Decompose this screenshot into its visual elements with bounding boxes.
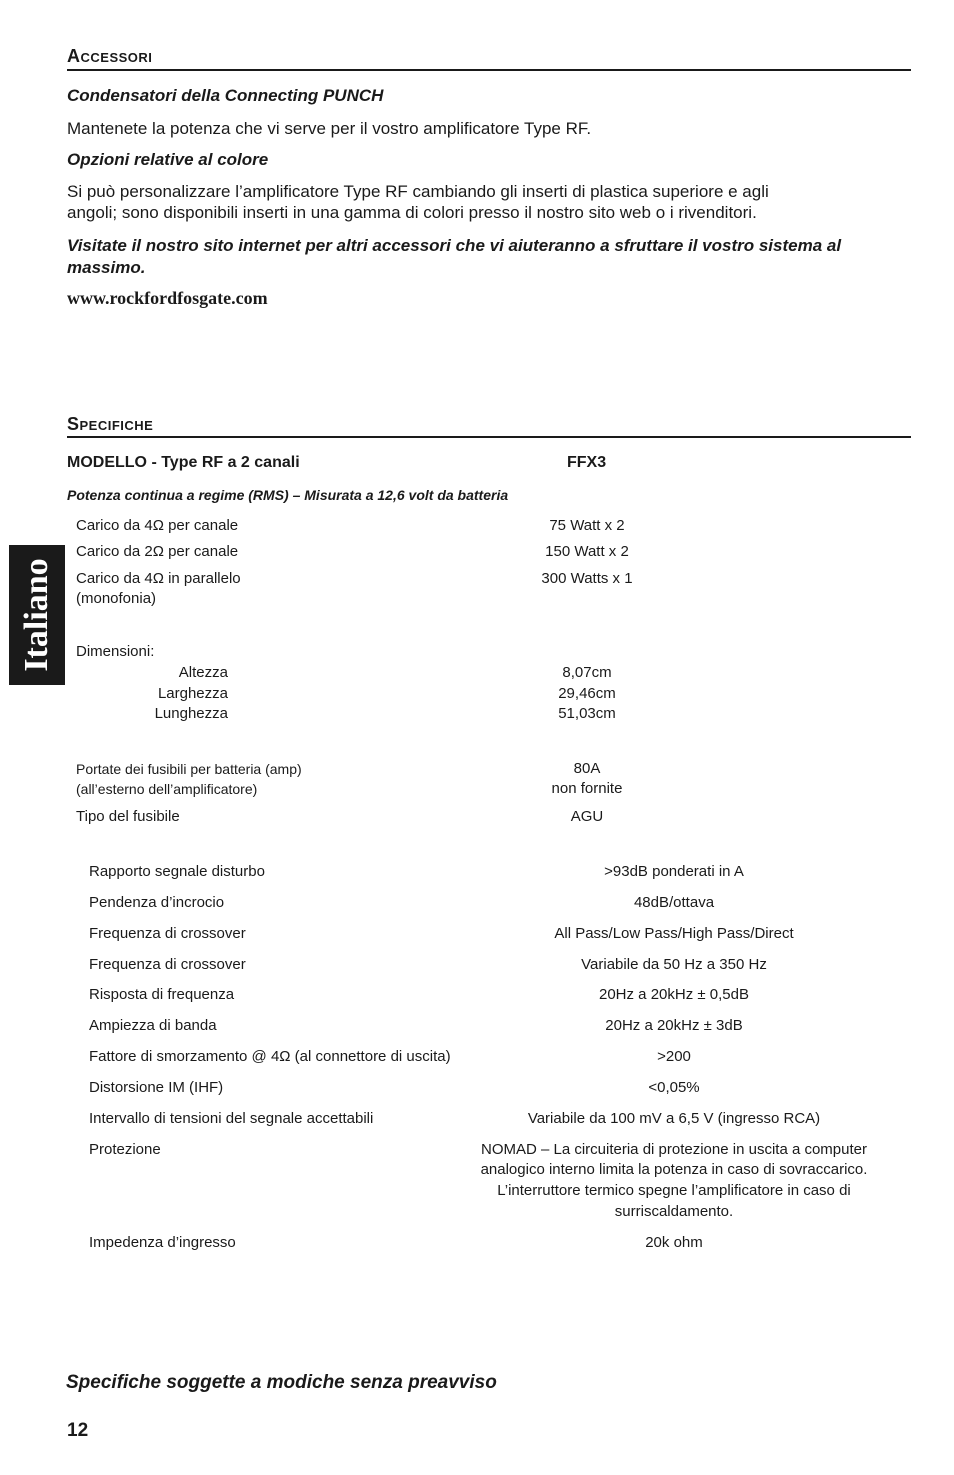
model-value: FFX3 bbox=[567, 454, 607, 471]
spec-value: <0,05% bbox=[648, 1079, 700, 1096]
color-text-line: Si può personalizzare l’amplificatore Type RF cambiando gli inserti di plastica superiore e agli bbox=[67, 182, 769, 201]
dimension-value: 29,46cm bbox=[558, 685, 616, 702]
spec-value: 300 Watts x 1 bbox=[541, 570, 633, 587]
footer-notice: Specifiche soggette a modiche senza preavviso bbox=[66, 1372, 497, 1393]
punch-text: Mantenete la potenza che vi serve per il vostro amplificatore Type RF. bbox=[67, 119, 592, 138]
spec-label: Ampiezza di banda bbox=[89, 1017, 217, 1034]
spec-label: Carico da 4Ω in parallelo bbox=[76, 570, 241, 587]
fuse-label: Portate dei fusibili per batteria (amp) bbox=[76, 761, 302, 777]
spec-value: All Pass/Low Pass/High Pass/Direct bbox=[554, 925, 794, 942]
fuse-value: 80A bbox=[573, 760, 601, 777]
spec-label: Impedenza d’ingresso bbox=[89, 1234, 236, 1251]
color-text-line: angoli; sono disponibili inserti in una gamma di colori presso il nostro sito web o i rivenditori. bbox=[67, 203, 757, 222]
spec-label: Carico da 2Ω per canale bbox=[76, 543, 239, 560]
spec-label: Rapporto segnale disturbo bbox=[89, 863, 265, 880]
page-number: 12 bbox=[67, 1420, 89, 1441]
protection-line: L’interruttore termico spegne l’amplificatore in caso di bbox=[497, 1182, 851, 1199]
fuse-value: non fornite bbox=[551, 780, 623, 797]
section-title-accessori: Accessori bbox=[67, 46, 153, 66]
spec-value: >93dB ponderati in A bbox=[604, 863, 744, 880]
fuse-type-label: Tipo del fusibile bbox=[76, 808, 180, 825]
dimension-value: 51,03cm bbox=[558, 705, 616, 722]
spec-label: Distorsione IM (IHF) bbox=[89, 1079, 224, 1096]
spec-label: (monofonia) bbox=[76, 590, 157, 607]
punch-heading: Condensatori della Connecting PUNCH bbox=[67, 86, 384, 105]
spec-value: >200 bbox=[657, 1048, 691, 1065]
spec-value: 75 Watt x 2 bbox=[549, 517, 625, 534]
dimensions-label: Dimensioni: bbox=[76, 643, 155, 660]
spec-value: 20k ohm bbox=[645, 1234, 703, 1251]
fuse-type-value: AGU bbox=[570, 808, 604, 825]
dimension-label: Lunghezza bbox=[154, 705, 228, 722]
website-link[interactable]: www.rockfordfosgate.com bbox=[67, 288, 268, 308]
power-heading: Potenza continua a regime (RMS) – Misurata a 12,6 volt da batteria bbox=[67, 487, 509, 503]
spec-value: Variabile da 100 mV a 6,5 V (ingresso RCA) bbox=[527, 1110, 821, 1127]
spec-value: Variabile da 50 Hz a 350 Hz bbox=[581, 956, 767, 973]
language-tab-label: Italiano bbox=[18, 558, 55, 672]
spec-label: Risposta di frequenza bbox=[89, 986, 235, 1003]
visit-text-line: massimo. bbox=[67, 258, 146, 277]
section-title-specifiche: Specifiche bbox=[67, 414, 154, 434]
protection-line: NOMAD – La circuiteria di protezione in uscita a computer bbox=[480, 1141, 867, 1158]
spec-value: 48dB/ottava bbox=[633, 894, 715, 911]
spec-label: Pendenza d’incrocio bbox=[89, 894, 225, 911]
spec-label: Frequenza di crossover bbox=[89, 956, 246, 973]
color-heading: Opzioni relative al colore bbox=[67, 150, 269, 169]
spec-value: 20Hz a 20kHz ± 0,5dB bbox=[599, 986, 749, 1003]
section-rule bbox=[67, 69, 911, 71]
section-rule bbox=[67, 436, 911, 438]
spec-value: 20Hz a 20kHz ± 3dB bbox=[605, 1017, 743, 1034]
language-tab bbox=[9, 545, 65, 685]
dimension-value: 8,07cm bbox=[562, 664, 612, 681]
model-label: MODELLO - Type RF a 2 canali bbox=[67, 454, 300, 471]
visit-text-line: Visitate il nostro sito internet per altri accessori che vi aiuteranno a sfruttare il vostro sistema al bbox=[67, 236, 842, 255]
dimension-label: Larghezza bbox=[157, 685, 228, 702]
spec-value: 150 Watt x 2 bbox=[545, 543, 629, 560]
spec-label: Fattore di smorzamento @ 4Ω (al connettore di uscita) bbox=[89, 1048, 451, 1065]
spec-label: Carico da 4Ω per canale bbox=[76, 517, 239, 534]
protection-line: surriscaldamento. bbox=[614, 1203, 734, 1220]
protection-label: Protezione bbox=[89, 1141, 161, 1158]
fuse-label: (all’esterno dell’amplificatore) bbox=[76, 781, 258, 797]
dimension-label: Altezza bbox=[178, 664, 228, 681]
spec-label: Frequenza di crossover bbox=[89, 925, 246, 942]
spec-label: Intervallo di tensioni del segnale accettabili bbox=[89, 1110, 374, 1127]
protection-line: analogico interno limita la potenza in caso di sovraccarico. bbox=[480, 1161, 868, 1178]
